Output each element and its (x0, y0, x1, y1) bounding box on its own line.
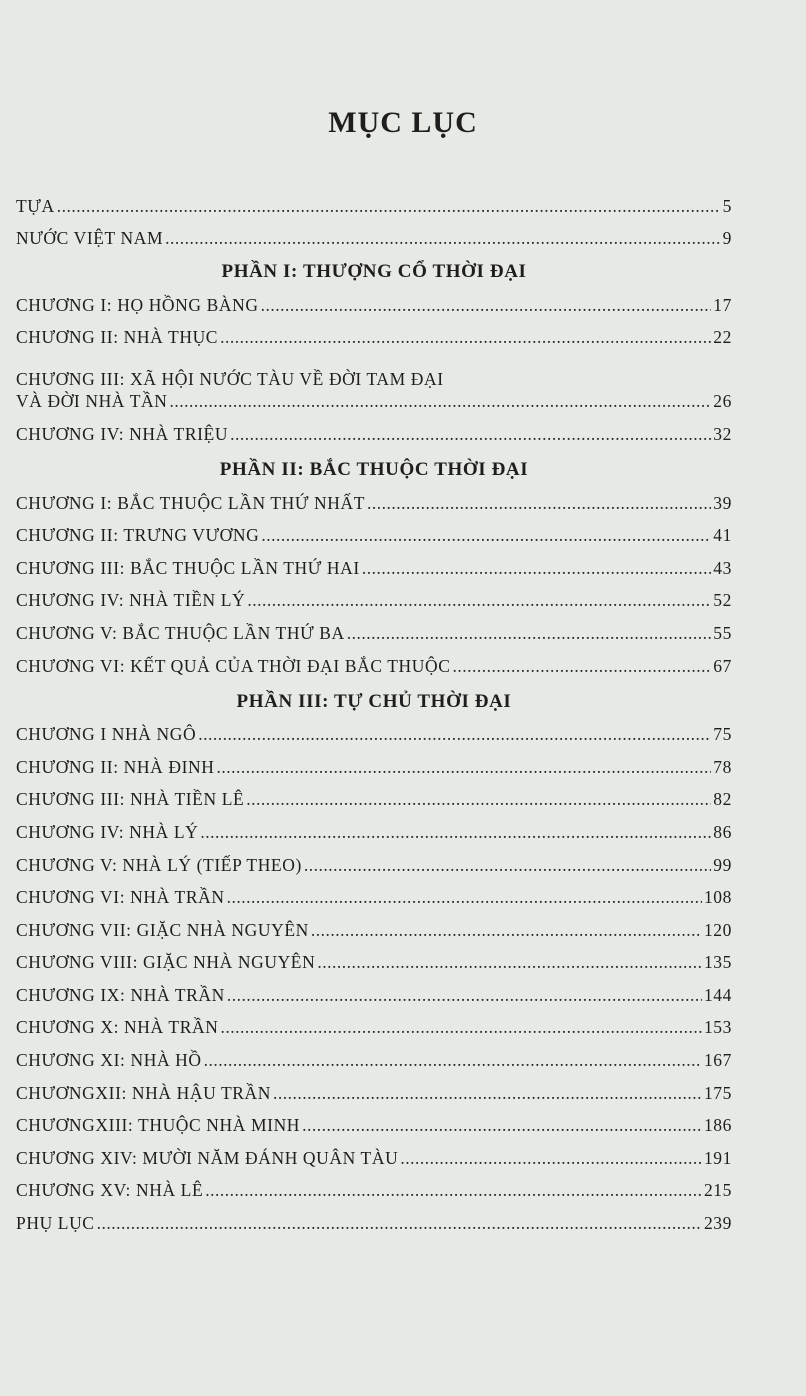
toc-parts (16, 249, 732, 1201)
toc-entry-page: 144 (703, 984, 732, 1005)
toc-entry-page: 17 (713, 294, 732, 315)
toc-entry-label: CHƯƠNG I NHÀ NGÔ (16, 724, 197, 745)
toc-entry-page: 215 (703, 1180, 732, 1201)
table-of-contents (16, 184, 732, 1234)
toc-entry-label: CHƯƠNG X: NHÀ TRẦN (16, 1017, 219, 1038)
toc-entry-label: CHƯƠNG II: NHÀ THỤC (16, 327, 219, 348)
dot-leader (227, 988, 702, 1002)
toc-entry-label: CHƯƠNG IX: NHÀ TRẦN (16, 984, 225, 1005)
toc-entry-page: 191 (703, 1147, 732, 1168)
dot-leader (220, 1020, 701, 1034)
page-title: MỤC LỤC (328, 106, 478, 139)
toc-entry[interactable] (16, 184, 732, 217)
toc-entry[interactable] (16, 1006, 732, 1039)
toc-entry-page: 5 (722, 195, 732, 216)
toc-entry-appendix[interactable] (16, 1201, 732, 1234)
toc-entry-label: CHƯƠNG VI: NHÀ TRẦN (16, 887, 225, 908)
toc-entry-page: 52 (713, 590, 732, 611)
dot-leader (347, 626, 712, 640)
toc-entry-page: 239 (703, 1213, 732, 1234)
toc-entry-page: 153 (703, 1017, 732, 1038)
toc-entry-page: 22 (713, 327, 732, 348)
toc-intro (16, 184, 732, 249)
toc-entry-label: CHƯƠNG IV: NHÀ LÝ (16, 821, 199, 842)
dot-leader (97, 1216, 702, 1230)
dot-leader (205, 1183, 702, 1197)
part-heading: PHẦN III: TỰ CHỦ THỜI ĐẠI (236, 690, 512, 712)
toc-entry-page: 135 (703, 952, 732, 973)
toc-entry-label: CHƯƠNG VI: KẾT QUẢ CỦA THỜI ĐẠI BẮC THUỘC (16, 655, 451, 676)
toc-entry-label: CHƯƠNG XV: NHÀ LÊ (16, 1180, 204, 1201)
dot-leader (217, 760, 712, 774)
toc-entry-label: CHƯƠNGXII: NHÀ HẬU TRẦN (16, 1082, 272, 1103)
toc-entry-page: 86 (713, 821, 732, 842)
toc-entry-label: PHỤ LỤC (16, 1213, 95, 1234)
toc-entry[interactable] (16, 348, 732, 412)
toc-entry[interactable] (16, 481, 732, 514)
dot-leader (453, 659, 712, 673)
dot-leader (165, 231, 721, 245)
toc-entry-label: CHƯƠNG V: NHÀ LÝ (TIẾP THEO) (16, 854, 302, 875)
toc-entry-page: 75 (713, 724, 732, 745)
toc-entry[interactable] (16, 1071, 732, 1104)
dot-leader (317, 955, 702, 969)
toc-entry[interactable] (16, 973, 732, 1006)
toc-entry-label: CHƯƠNG III: NHÀ TIỀN LÊ (16, 789, 245, 810)
toc-entry-page: 39 (713, 492, 732, 513)
toc-entry[interactable] (16, 908, 732, 941)
toc-entry-label: CHƯƠNG XI: NHÀ HỒ (16, 1050, 202, 1071)
part-heading: PHẦN II: BẮC THUỘC THỜI ĐẠI (219, 458, 529, 480)
toc-entry-page: 78 (713, 756, 732, 777)
toc-entry-page: 67 (713, 655, 732, 676)
dot-leader (367, 496, 711, 510)
dot-leader (246, 792, 711, 806)
toc-entry[interactable] (16, 843, 732, 876)
toc-entry-label: CHƯƠNG II: TRƯNG VƯƠNG (16, 525, 260, 546)
toc-entry-page: 43 (713, 557, 732, 578)
dot-leader (230, 427, 711, 441)
dot-leader (204, 1053, 702, 1067)
toc-entry-page: 186 (703, 1115, 732, 1136)
dot-leader (57, 199, 721, 213)
toc-entry[interactable] (16, 1169, 732, 1202)
toc-entry-page: 55 (713, 622, 732, 643)
toc-entry-label: CHƯƠNG III: BẮC THUỘC LẦN THỨ HAI (16, 557, 360, 578)
toc-entry-label: CHƯƠNG IV: NHÀ TIỀN LÝ (16, 590, 246, 611)
dot-leader (227, 890, 702, 904)
toc-entry-page: 167 (703, 1050, 732, 1071)
dot-leader (198, 727, 711, 741)
toc-entry-page: 108 (703, 887, 732, 908)
toc-entry-page: 26 (713, 391, 732, 412)
toc-entry-label: CHƯƠNGXIII: THUỘC NHÀ MINH (16, 1115, 301, 1136)
toc-entry-page: 82 (713, 789, 732, 810)
toc-entry-label: CHƯƠNG I: BẮC THUỘC LẦN THỨ NHẤT (16, 492, 366, 513)
toc-entry-label: CHƯƠNG XIV: MƯỜI NĂM ĐÁNH QUÂN TÀU (16, 1147, 399, 1168)
toc-entry[interactable] (16, 745, 732, 778)
toc-entry[interactable] (16, 876, 732, 909)
toc-entry-page: 99 (713, 854, 732, 875)
toc-entry[interactable] (16, 778, 732, 811)
dot-leader (400, 1151, 702, 1165)
dot-leader (261, 298, 712, 312)
toc-entry[interactable] (16, 644, 732, 677)
toc-entry-label: VÀ ĐỜI NHÀ TẦN (16, 391, 168, 412)
toc-entry-page: 175 (703, 1082, 732, 1103)
toc-entry-label: TỰA (16, 195, 55, 216)
toc-entry-label: CHƯƠNG VIII: GIẶC NHÀ NGUYÊN (16, 952, 316, 973)
toc-entry[interactable] (16, 412, 732, 445)
dot-leader (311, 923, 702, 937)
dot-leader (302, 1118, 702, 1132)
toc-entry[interactable] (16, 283, 732, 316)
dot-leader (169, 394, 711, 408)
toc-entry[interactable] (16, 611, 732, 644)
toc-entry-label: NƯỚC VIỆT NAM (16, 228, 164, 249)
dot-leader (220, 330, 711, 344)
toc-entry-page: 9 (722, 228, 732, 249)
toc-entry[interactable] (16, 1038, 732, 1071)
dot-leader (200, 825, 711, 839)
dot-leader (261, 528, 711, 542)
toc-entry[interactable] (16, 810, 732, 843)
dot-leader (273, 1086, 702, 1100)
toc-entry-label: CHƯƠNG VII: GIẶC NHÀ NGUYÊN (16, 919, 309, 940)
part-heading: PHẦN I: THƯỢNG CỔ THỜI ĐẠI (221, 261, 527, 283)
toc-entry[interactable] (16, 579, 732, 612)
toc-entry[interactable] (16, 316, 732, 349)
toc-entry-label: CHƯƠNG II: NHÀ ĐINH (16, 756, 215, 777)
dot-leader (304, 858, 711, 872)
toc-entry-label: CHƯƠNG V: BẮC THUỘC LẦN THỨ BA (16, 622, 345, 643)
toc-entry[interactable] (16, 514, 732, 547)
toc-entry-page: 120 (703, 919, 732, 940)
toc-entry-label-line1: CHƯƠNG III: XÃ HỘI NƯỚC TÀU VỀ ĐỜI TAM ĐẠI (16, 369, 444, 390)
toc-entry[interactable] (16, 1136, 732, 1169)
dot-leader (362, 561, 711, 575)
toc-entry[interactable] (16, 217, 732, 250)
toc-entry[interactable] (16, 941, 732, 974)
toc-entry-label: CHƯƠNG IV: NHÀ TRIỆU (16, 423, 229, 444)
toc-entry-page: 32 (713, 423, 732, 444)
toc-entry[interactable] (16, 1104, 732, 1137)
toc-entry-page: 41 (713, 525, 732, 546)
dot-leader (247, 593, 711, 607)
toc-entry-label: CHƯƠNG I: HỌ HỒNG BÀNG (16, 294, 259, 315)
toc-entry[interactable] (16, 713, 732, 746)
toc-entry[interactable] (16, 546, 732, 579)
